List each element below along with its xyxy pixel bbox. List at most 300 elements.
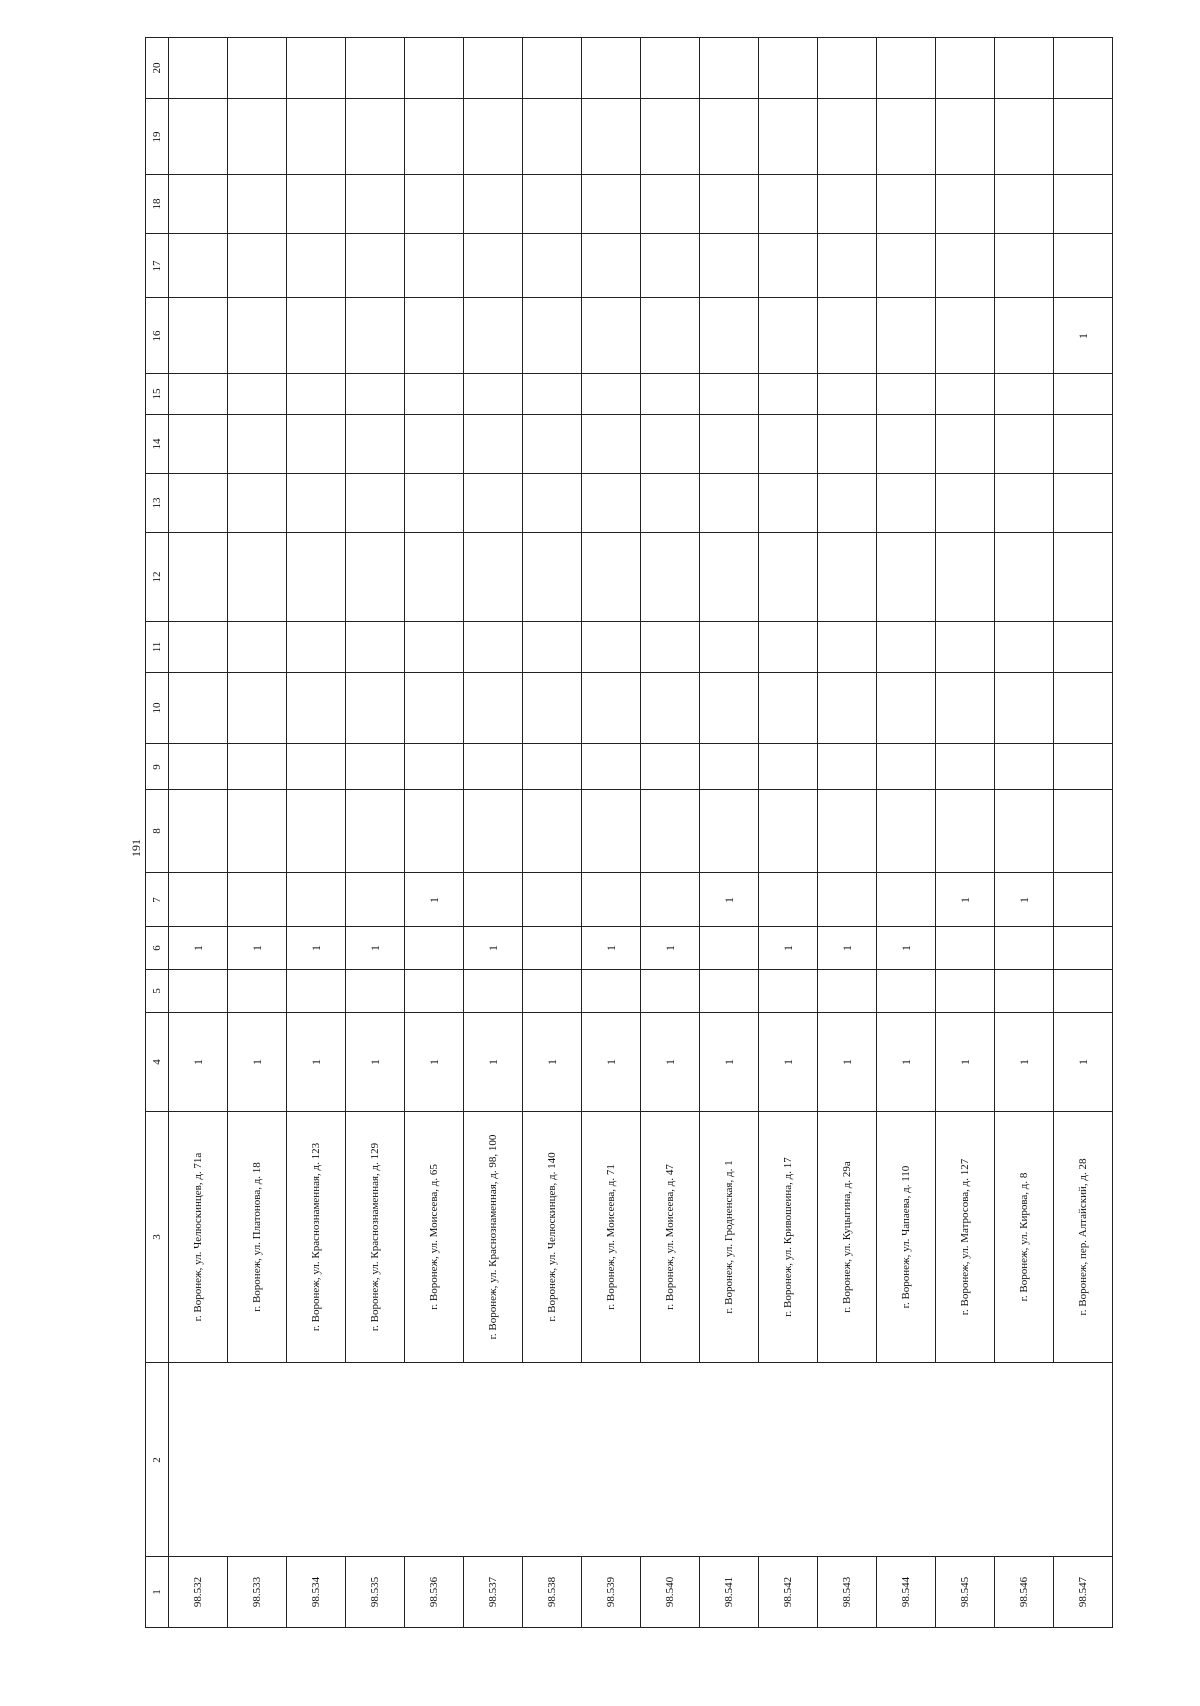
mark-cell-text: 1	[250, 945, 264, 951]
mark-cell	[818, 99, 877, 175]
mark-cell	[346, 374, 405, 415]
mark-cell	[759, 474, 818, 533]
mark-cell	[169, 533, 228, 622]
mark-cell	[936, 1013, 995, 1112]
column-header-label: 7	[151, 896, 163, 903]
row-number-cell-text: 98.539	[605, 1576, 617, 1608]
mark-cell	[936, 673, 995, 744]
column-strip	[146, 744, 1113, 790]
mark-cell-text: 1	[604, 945, 618, 951]
mark-cell	[169, 673, 228, 744]
mark-cell	[877, 1013, 936, 1112]
mark-cell-text: 1	[486, 945, 500, 951]
column-header	[146, 622, 169, 673]
row-number-cell	[818, 1557, 877, 1628]
mark-cell	[641, 970, 700, 1013]
mark-cell	[1054, 927, 1113, 970]
mark-cell	[995, 970, 1054, 1013]
mark-cell	[936, 533, 995, 622]
address-cell	[700, 1112, 759, 1363]
column-header-label: 4	[151, 1059, 163, 1065]
row-number-cell	[641, 1557, 700, 1628]
mark-cell-text: 1	[309, 945, 323, 951]
mark-cell	[464, 175, 523, 234]
mark-cell	[877, 744, 936, 790]
mark-cell	[995, 374, 1054, 415]
mark-cell	[287, 673, 346, 744]
mark-cell	[818, 298, 877, 374]
column-strip	[146, 234, 1113, 298]
address-cell-text: г. Воронеж, ул. Моисеева, д. 65	[428, 1164, 440, 1310]
mark-cell	[228, 374, 287, 415]
row-number-cell-text: 98.541	[723, 1576, 735, 1608]
mark-cell	[287, 175, 346, 234]
mark-cell	[936, 175, 995, 234]
row-number-cell-text: 98.547	[1077, 1576, 1089, 1608]
mark-cell	[641, 1013, 700, 1112]
row-number-cell-text: 98.533	[251, 1576, 263, 1608]
mark-cell	[169, 744, 228, 790]
page-number: 191	[129, 839, 143, 857]
mark-cell	[582, 744, 641, 790]
column-header-label: 10	[151, 702, 163, 714]
mark-cell	[818, 415, 877, 474]
mark-cell	[700, 622, 759, 673]
mark-cell	[228, 970, 287, 1013]
mark-cell	[641, 38, 700, 99]
mark-cell	[405, 970, 464, 1013]
mark-cell	[877, 298, 936, 374]
mark-cell	[464, 673, 523, 744]
mark-cell	[877, 99, 936, 175]
column-strip	[146, 1557, 1113, 1628]
column-header	[146, 175, 169, 234]
mark-cell-text: 1	[604, 1059, 618, 1065]
mark-cell	[700, 673, 759, 744]
column-header-label: 16	[151, 330, 163, 341]
column-strip	[146, 175, 1113, 234]
row-number-cell-text: 98.543	[841, 1576, 853, 1608]
mark-cell-text: 1	[722, 1059, 736, 1065]
mark-cell	[641, 99, 700, 175]
column-strip	[146, 873, 1113, 927]
mark-cell	[1054, 533, 1113, 622]
mark-cell-text: 1	[191, 1059, 205, 1065]
row-number-cell-text: 98.544	[900, 1576, 912, 1608]
mark-cell	[523, 927, 582, 970]
mark-cell	[995, 622, 1054, 673]
mark-cell	[464, 744, 523, 790]
mark-cell	[287, 622, 346, 673]
mark-cell	[1054, 374, 1113, 415]
column-header	[146, 673, 169, 744]
mark-cell	[523, 474, 582, 533]
column-header-label: 13	[151, 497, 163, 509]
mark-cell	[641, 790, 700, 873]
address-cell-text: г. Воронеж, ул. Гродненская, д. 1	[723, 1160, 735, 1314]
address-cell	[582, 1112, 641, 1363]
mark-cell-text: 1	[250, 1059, 264, 1065]
mark-cell	[700, 99, 759, 175]
mark-cell-text: 1	[722, 896, 736, 903]
column-header-label: 19	[151, 131, 163, 142]
mark-cell	[995, 673, 1054, 744]
address-cell	[641, 1112, 700, 1363]
mark-cell	[464, 374, 523, 415]
address-cell-text: г. Воронеж, ул. Куцыгина, д. 29а	[841, 1161, 853, 1313]
mark-cell	[1054, 175, 1113, 234]
mark-cell	[169, 99, 228, 175]
row-number-cell	[995, 1557, 1054, 1628]
mark-cell	[641, 234, 700, 298]
mark-cell	[995, 38, 1054, 99]
mark-cell	[523, 622, 582, 673]
mark-cell	[700, 970, 759, 1013]
column-header-label: 6	[151, 945, 163, 951]
mark-cell-text: 1	[899, 945, 913, 951]
mark-cell	[228, 38, 287, 99]
mark-cell	[995, 99, 1054, 175]
column-header	[146, 1557, 169, 1628]
row-number-cell-text: 98.538	[546, 1576, 558, 1608]
column-header	[146, 38, 169, 99]
mark-cell	[700, 1013, 759, 1112]
address-cell	[523, 1112, 582, 1363]
address-cell	[464, 1112, 523, 1363]
mark-cell	[582, 234, 641, 298]
mark-cell	[346, 970, 405, 1013]
mark-cell	[464, 298, 523, 374]
column-header-label: 9	[151, 763, 163, 770]
mark-cell	[700, 744, 759, 790]
mark-cell	[346, 927, 405, 970]
mark-cell	[287, 38, 346, 99]
column-strip	[146, 1013, 1113, 1112]
column-strip	[146, 1363, 1113, 1557]
mark-cell	[1054, 744, 1113, 790]
row-number-cell-text: 98.535	[369, 1576, 381, 1608]
mark-cell-text: 1	[309, 1059, 323, 1065]
mark-cell	[877, 175, 936, 234]
mark-cell	[287, 927, 346, 970]
mark-cell	[818, 533, 877, 622]
mark-cell	[287, 1013, 346, 1112]
mark-cell	[464, 927, 523, 970]
mark-cell	[405, 99, 464, 175]
row-number-cell	[464, 1557, 523, 1628]
mark-cell-text: 1	[781, 1059, 795, 1065]
row-number-cell-text: 98.532	[192, 1576, 204, 1608]
address-cell	[818, 1112, 877, 1363]
mark-cell	[464, 415, 523, 474]
mark-cell	[936, 374, 995, 415]
mark-cell	[346, 415, 405, 474]
mark-cell	[582, 298, 641, 374]
mark-cell	[995, 415, 1054, 474]
mark-cell	[523, 1013, 582, 1112]
address-cell-text: г. Воронеж, ул. Краснознаменная, д. 129	[369, 1142, 381, 1332]
mark-cell	[228, 533, 287, 622]
mark-cell	[641, 744, 700, 790]
address-cell-text: г. Воронеж, ул. Платонова, д. 18	[251, 1162, 263, 1312]
mark-cell	[228, 298, 287, 374]
row-number-cell	[759, 1557, 818, 1628]
mark-cell	[346, 622, 405, 673]
column-strip	[146, 927, 1113, 970]
mark-cell	[346, 38, 405, 99]
column-header	[146, 873, 169, 927]
mark-cell	[169, 790, 228, 873]
mark-cell	[700, 38, 759, 99]
mark-cell	[405, 927, 464, 970]
row-number-cell	[346, 1557, 405, 1628]
mark-cell	[1054, 234, 1113, 298]
column-header	[146, 927, 169, 970]
row-number-cell	[700, 1557, 759, 1628]
mark-cell	[464, 533, 523, 622]
mark-cell	[523, 99, 582, 175]
mark-cell	[936, 927, 995, 970]
mark-cell	[169, 1013, 228, 1112]
mark-cell	[759, 99, 818, 175]
mark-cell-text: 1	[663, 945, 677, 951]
address-cell-text: г. Воронеж, ул. Кривошеина, д. 17	[782, 1157, 794, 1317]
mark-cell	[641, 474, 700, 533]
mark-cell	[228, 1013, 287, 1112]
mark-cell	[700, 175, 759, 234]
mark-cell	[1054, 38, 1113, 99]
mark-cell-text: 1	[1076, 1059, 1090, 1065]
column-header-label: 15	[151, 388, 163, 400]
mark-cell	[759, 175, 818, 234]
mark-cell	[641, 415, 700, 474]
mark-cell	[464, 1013, 523, 1112]
mark-cell	[169, 298, 228, 374]
address-cell	[995, 1112, 1054, 1363]
row-number-cell	[169, 1557, 228, 1628]
column-header	[146, 298, 169, 374]
mark-cell	[346, 873, 405, 927]
mark-cell	[582, 673, 641, 744]
mark-cell	[700, 790, 759, 873]
mark-cell	[1054, 474, 1113, 533]
column-header	[146, 99, 169, 175]
mark-cell-text: 1	[191, 945, 205, 951]
mark-cell	[759, 533, 818, 622]
mark-cell	[228, 622, 287, 673]
mark-cell	[405, 234, 464, 298]
column-strip	[146, 99, 1113, 175]
mark-cell	[287, 970, 346, 1013]
mark-cell	[228, 474, 287, 533]
mark-cell	[641, 175, 700, 234]
mark-cell	[936, 38, 995, 99]
mark-cell	[287, 533, 346, 622]
mark-cell	[877, 622, 936, 673]
column-strip	[146, 298, 1113, 374]
mark-cell	[759, 970, 818, 1013]
column-header-label: 1	[151, 1589, 163, 1595]
mark-cell	[287, 790, 346, 873]
mark-cell	[287, 374, 346, 415]
address-cell	[877, 1112, 936, 1363]
address-cell-text: г. Воронеж, ул. Моисеева, д. 71	[605, 1164, 617, 1310]
mark-cell-text: 1	[427, 1059, 441, 1065]
mark-cell	[1054, 790, 1113, 873]
mark-cell	[169, 38, 228, 99]
mark-cell	[877, 474, 936, 533]
mark-cell	[169, 415, 228, 474]
mark-cell	[936, 622, 995, 673]
mark-cell	[405, 298, 464, 374]
column-strip	[146, 533, 1113, 622]
column-header	[146, 474, 169, 533]
mark-cell-text: 1	[781, 945, 795, 951]
mark-cell	[582, 415, 641, 474]
mark-cell	[936, 298, 995, 374]
mark-cell	[1054, 673, 1113, 744]
address-cell	[169, 1112, 228, 1363]
mark-cell	[228, 99, 287, 175]
mark-cell	[818, 622, 877, 673]
mark-cell	[818, 175, 877, 234]
mark-cell	[877, 234, 936, 298]
address-cell-text: г. Воронеж, ул. Челюскинцев, д. 71а	[192, 1152, 204, 1322]
column-strip	[146, 415, 1113, 474]
column-strip	[146, 474, 1113, 533]
mark-cell	[1054, 970, 1113, 1013]
mark-cell	[936, 474, 995, 533]
mark-cell	[877, 970, 936, 1013]
mark-cell	[641, 533, 700, 622]
mark-cell	[228, 673, 287, 744]
address-cell-text: г. Воронеж, ул. Челюскинцев, д. 140	[546, 1152, 558, 1322]
data-table	[145, 37, 1113, 1628]
row-number-cell-text: 98.536	[428, 1576, 440, 1608]
mark-cell	[995, 744, 1054, 790]
mark-cell	[582, 873, 641, 927]
mark-cell	[818, 374, 877, 415]
row-number-cell-text: 98.534	[310, 1576, 322, 1608]
address-cell-text: г. Воронеж, ул. Моисеева, д. 47	[664, 1164, 676, 1310]
mark-cell	[582, 622, 641, 673]
mark-cell	[523, 374, 582, 415]
mark-cell	[759, 298, 818, 374]
mark-cell	[169, 374, 228, 415]
mark-cell	[936, 415, 995, 474]
mark-cell	[877, 790, 936, 873]
mark-cell	[169, 873, 228, 927]
mark-cell	[936, 99, 995, 175]
mark-cell	[759, 744, 818, 790]
mark-cell	[346, 790, 405, 873]
row-number-cell	[405, 1557, 464, 1628]
mark-cell	[228, 234, 287, 298]
column-header-label: 11	[151, 641, 163, 653]
mark-cell	[877, 374, 936, 415]
row-number-cell	[228, 1557, 287, 1628]
mark-cell	[346, 744, 405, 790]
mark-cell	[523, 790, 582, 873]
mark-cell	[818, 38, 877, 99]
mark-cell	[877, 673, 936, 744]
mark-cell	[641, 873, 700, 927]
mark-cell	[405, 744, 464, 790]
mark-cell	[228, 927, 287, 970]
column-header	[146, 1112, 169, 1363]
mark-cell	[464, 474, 523, 533]
mark-cell	[700, 873, 759, 927]
mark-cell-text: 1	[1017, 1059, 1031, 1065]
mark-cell	[405, 374, 464, 415]
column-header	[146, 415, 169, 474]
mark-cell-text: 1	[486, 1059, 500, 1065]
mark-cell	[818, 970, 877, 1013]
mark-cell	[1054, 622, 1113, 673]
mark-cell	[700, 415, 759, 474]
mark-cell	[405, 1013, 464, 1112]
mark-cell	[877, 38, 936, 99]
row-number-cell-text: 98.546	[1018, 1576, 1030, 1608]
mark-cell	[228, 175, 287, 234]
mark-cell	[995, 927, 1054, 970]
mark-cell	[523, 673, 582, 744]
row-number-cell-text: 98.540	[664, 1576, 676, 1608]
mark-cell	[641, 673, 700, 744]
mark-cell	[582, 533, 641, 622]
mark-cell	[759, 38, 818, 99]
mark-cell	[818, 927, 877, 970]
mark-cell	[464, 790, 523, 873]
address-cell-text: г. Воронеж, ул. Кирова, д. 8	[1018, 1172, 1030, 1302]
mark-cell	[228, 415, 287, 474]
mark-cell	[346, 99, 405, 175]
mark-cell-text: 1	[368, 945, 382, 951]
mark-cell	[936, 970, 995, 1013]
mark-cell	[464, 38, 523, 99]
row-number-cell-text: 98.537	[487, 1576, 499, 1608]
column-strip	[146, 673, 1113, 744]
mark-cell	[405, 790, 464, 873]
mark-cell	[759, 927, 818, 970]
address-cell	[346, 1112, 405, 1363]
mark-cell	[877, 873, 936, 927]
mark-cell	[818, 873, 877, 927]
mark-cell	[346, 175, 405, 234]
column-header-label: 8	[151, 828, 163, 834]
mark-cell	[818, 790, 877, 873]
address-cell	[287, 1112, 346, 1363]
mark-cell	[169, 175, 228, 234]
mark-cell	[169, 474, 228, 533]
column-header-label: 17	[151, 260, 163, 271]
mark-cell-text: 1	[958, 1059, 972, 1065]
mark-cell	[877, 927, 936, 970]
mark-cell	[287, 99, 346, 175]
mark-cell	[405, 533, 464, 622]
address-cell-text: г. Воронеж, ул. Краснознаменная, д. 123	[310, 1142, 322, 1332]
column-strip	[146, 1112, 1113, 1363]
mark-cell	[995, 474, 1054, 533]
mark-cell	[641, 927, 700, 970]
mark-cell	[523, 970, 582, 1013]
mark-cell	[1054, 99, 1113, 175]
mark-cell	[582, 175, 641, 234]
column-header	[146, 234, 169, 298]
mark-cell	[582, 474, 641, 533]
empty-merged-cell	[169, 1363, 1113, 1557]
mark-cell	[523, 175, 582, 234]
